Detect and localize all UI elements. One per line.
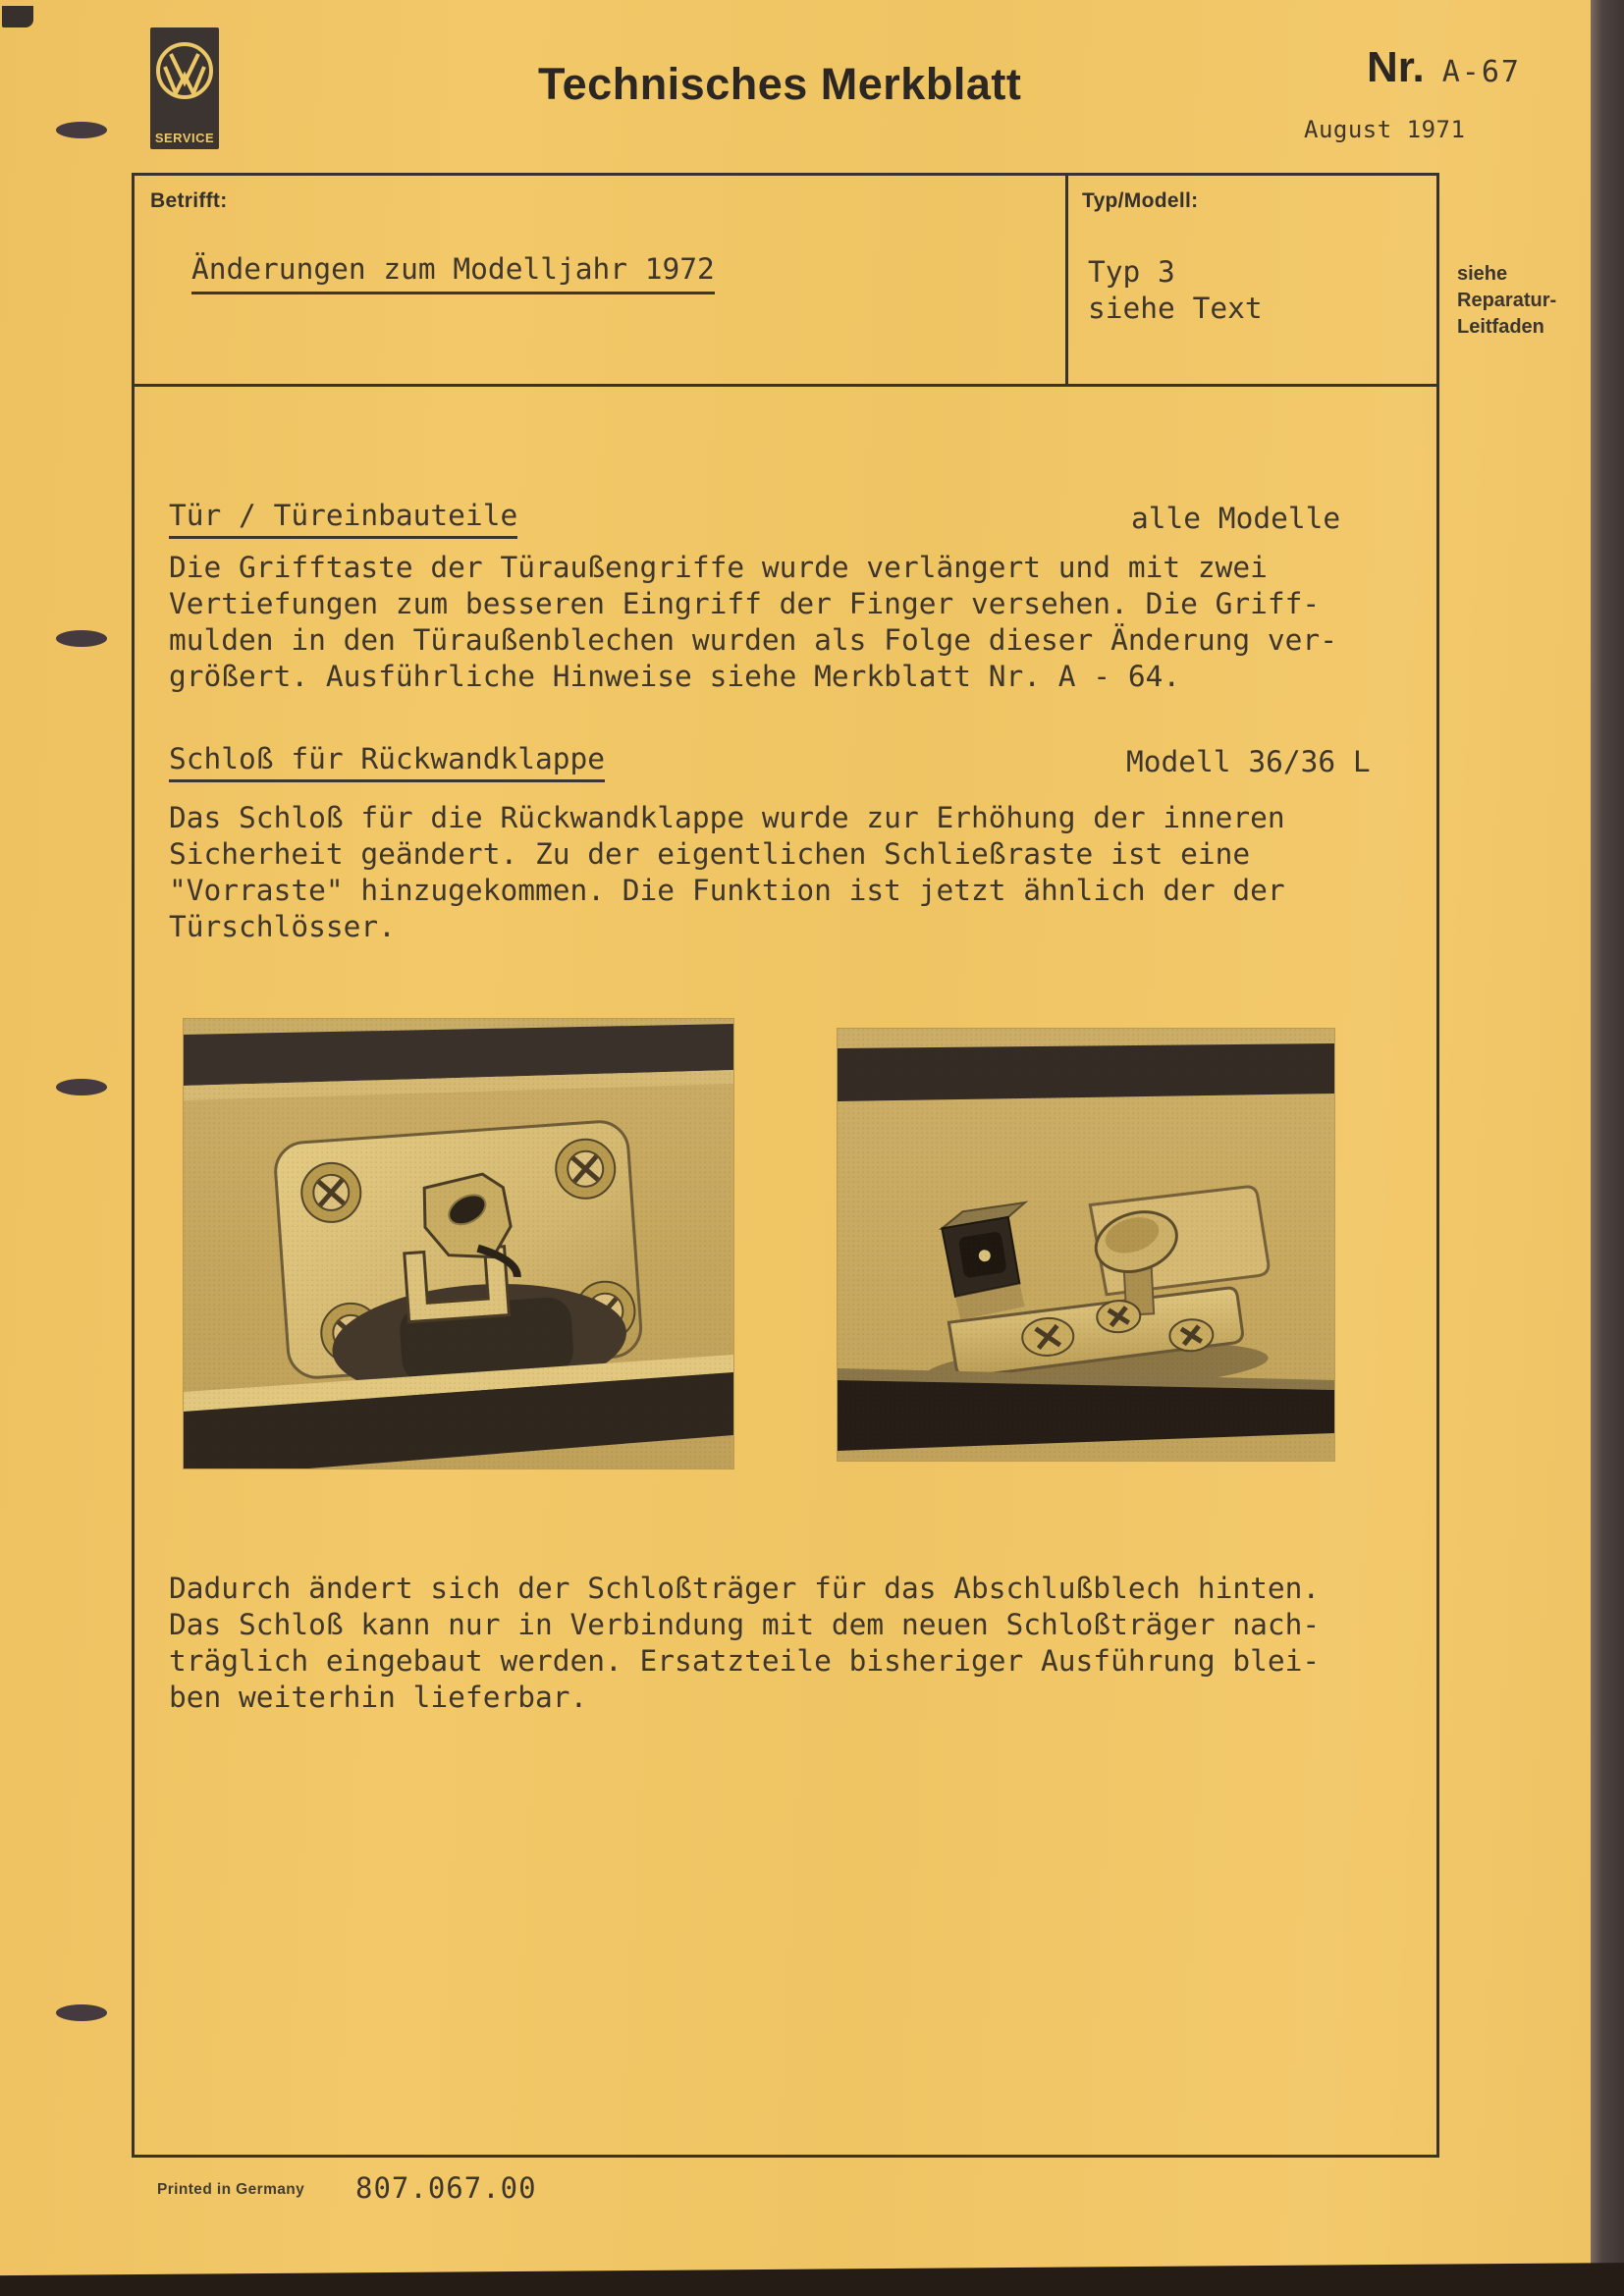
- section-paragraph: [169, 550, 1337, 695]
- repair-manual-note: [1457, 261, 1556, 341]
- vw-service-logo: [150, 27, 219, 149]
- section-heading-tuer: Tür / Türeinbauteile: [169, 499, 517, 539]
- header-box-divider: [1065, 176, 1068, 384]
- closing-paragraph: [169, 1571, 1320, 1716]
- text-line: Die Grifftaste der Türaußengriffe wurde verlängert und mit zwei: [169, 551, 1268, 584]
- text-line: Das Schloß kann nur in Verbindung mit dem neuen Schloßträger nach-: [169, 1608, 1321, 1641]
- punch-hole: [56, 1079, 107, 1095]
- section-scope: Modell 36/36 L: [1126, 745, 1371, 778]
- document-number: 807.067.00: [355, 2171, 537, 2205]
- section-paragraph: [169, 800, 1285, 945]
- nr-label: Nr.: [1367, 43, 1425, 91]
- betrifft-label: Betrifft:: [150, 189, 228, 212]
- typ-value-line1: Typ 3: [1088, 255, 1175, 289]
- text-line: mulden in den Türaußenblechen wurden als Folge dieser Änderung ver-: [169, 623, 1337, 657]
- punch-hole: [56, 122, 107, 138]
- scan-edge-right: [1591, 0, 1624, 2296]
- punch-hole: [56, 2004, 107, 2021]
- typ-value-line2: siehe Text: [1088, 292, 1263, 325]
- rear-lid-lock-photo: [184, 1019, 733, 1468]
- issue-date: August 1971: [1304, 116, 1466, 143]
- text-line: Dadurch ändert sich der Schloßträger für das Abschlußblech hinten.: [169, 1572, 1321, 1605]
- text-line: träglich eingebaut werden. Ersatzteile bisheriger Ausführung blei-: [169, 1644, 1321, 1678]
- text-line: ben weiterhin lieferbar.: [169, 1681, 588, 1714]
- document-title: Technisches Merkblatt: [538, 59, 1022, 109]
- section-heading-schloss: Schloß für Rückwandklappe: [169, 742, 605, 782]
- vw-roundel-icon: [150, 27, 219, 149]
- punch-hole: [56, 630, 107, 647]
- text-line: Sicherheit geändert. Zu der eigentlichen Schließraste ist eine: [169, 837, 1251, 871]
- scan-edge-bottom: [0, 2261, 1624, 2296]
- printed-in-germany-label: Printed in Germany: [157, 2181, 305, 2198]
- typ-modell-label: Typ/Modell:: [1082, 189, 1199, 212]
- header-box: [132, 173, 1439, 387]
- bulletin-number: [1367, 43, 1521, 92]
- text-line: Das Schloß für die Rückwandklappe wurde zur Erhöhung der inneren: [169, 801, 1285, 834]
- text-line: "Vorraste" hinzugekommen. Die Funktion ist jetzt ähnlich der der: [169, 874, 1285, 907]
- text-line: Vertiefungen zum besseren Eingriff der Finger versehen. Die Griff-: [169, 587, 1321, 620]
- nr-value: A-67: [1441, 55, 1521, 89]
- text-line: größert. Ausführliche Hinweise siehe Merkblatt Nr. A - 64.: [169, 660, 1181, 693]
- scan-corner-mark: [2, 6, 33, 27]
- lock-striker-photo: [838, 1029, 1334, 1461]
- text-line: Türschlösser.: [169, 910, 396, 943]
- side-note-line: siehe: [1457, 263, 1508, 285]
- section-scope: alle Modelle: [1131, 502, 1341, 535]
- side-note-line: Leitfaden: [1457, 316, 1544, 338]
- service-label: SERVICE: [154, 131, 215, 145]
- subject-text: Änderungen zum Modelljahr 1972: [191, 252, 715, 294]
- side-note-line: Reparatur-: [1457, 290, 1557, 311]
